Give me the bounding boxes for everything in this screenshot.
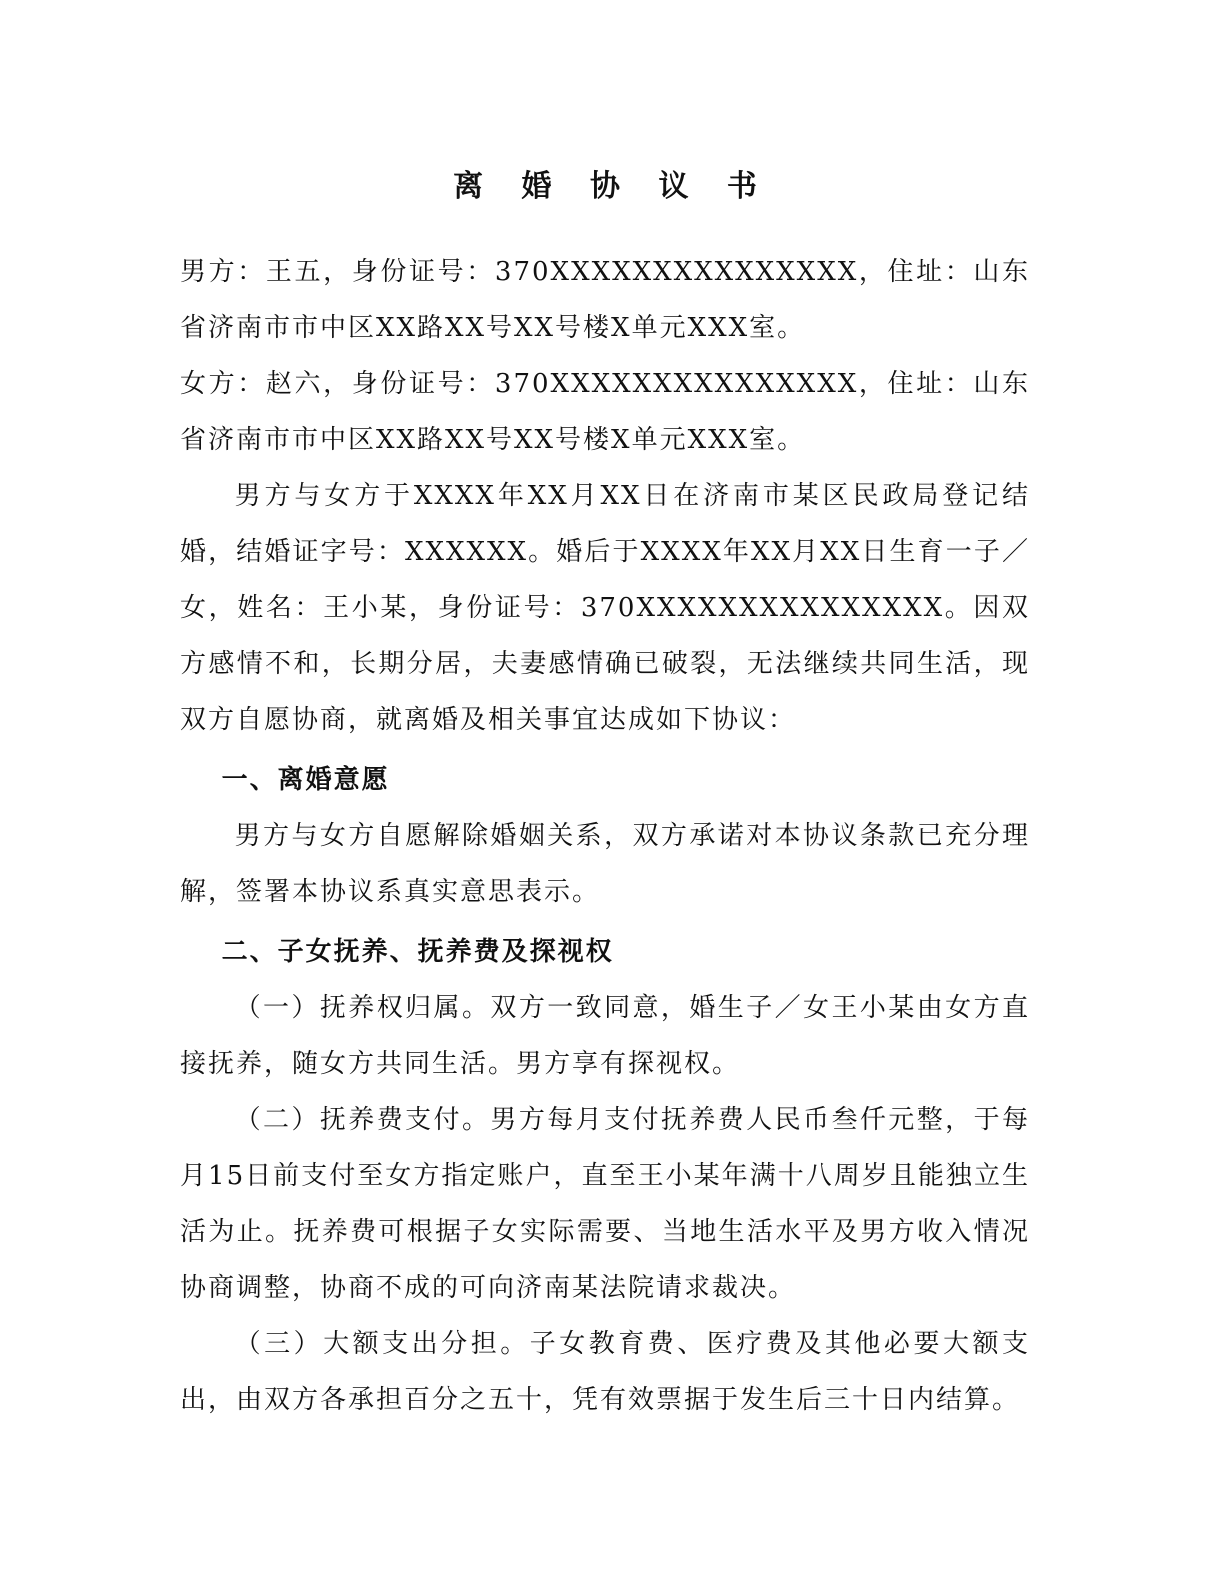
section-text-divorce-intent: 男方与女方自愿解除婚姻关系，双方承诺对本协议条款已充分理解，签署本协议系真实意思表示。: [180, 821, 1030, 907]
clause-child-support: （二）抚养费支付。男方每月支付抚养费人民币叁仟元整，于每月15日前支付至女方指定账户，直至王小某年满十八周岁且能独立生活为止。抚养费可根据子女实际需要、当地生活水平及男方收入情况协商调整，协商不成的可向济南某法院请求裁决。: [180, 1105, 1030, 1303]
party-male-paragraph: 男方：王五，身份证号：370XXXXXXXXXXXXXXX，住址：山东省济南市市中区XX路XX号XX号楼X单元XXX室。: [180, 257, 1030, 343]
section-heading-child-custody: 二、子女抚养、抚养费及探视权: [221, 937, 614, 967]
preamble-paragraph: 男方与女方于XXXX年XX月XX日在济南市某区民政局登记结婚，结婚证字号：XXXXXX。婚后于XXXX年XX月XX日生育一子／女，姓名：王小某，身份证号：370XXXXXXXXXXXXXXX。因双方感情不和，长期分居，夫妻感情确已破裂，无法继续共同生活，现双方自愿协商，就离婚及相关事宜达成如下协议：: [180, 481, 1030, 735]
document-body: [180, 244, 1030, 1428]
section-heading-divorce-intent: 一、离婚意愿: [221, 765, 390, 795]
clause-major-expenses: （三）大额支出分担。子女教育费、医疗费及其他必要大额支出，由双方各承担百分之五十，凭有效票据于发生后三十日内结算。: [180, 1329, 1030, 1415]
clause-custody: （一）抚养权归属。双方一致同意，婚生子／女王小某由女方直接抚养，随女方共同生活。男方享有探视权。: [180, 993, 1030, 1079]
party-female-paragraph: 女方：赵六，身份证号：370XXXXXXXXXXXXXXX，住址：山东省济南市市中区XX路XX号XX号楼X单元XXX室。: [180, 369, 1030, 455]
document-title: 离 婚 协 议 书: [453, 169, 771, 204]
